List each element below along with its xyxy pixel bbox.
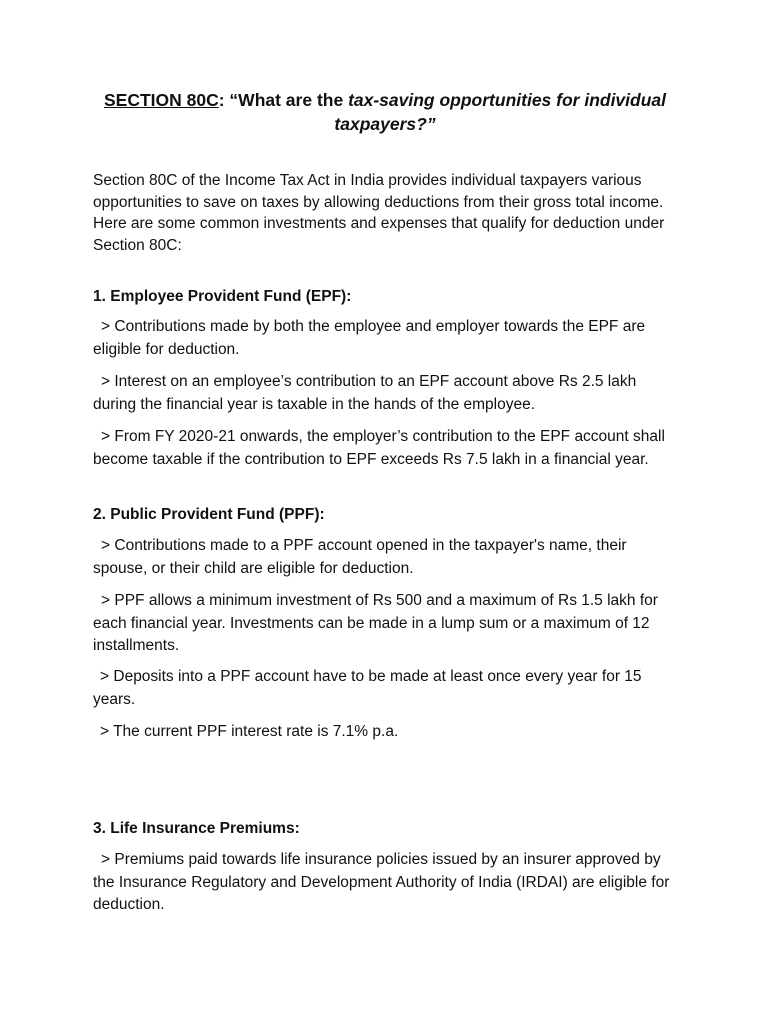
title-question-start: : “What are the	[218, 90, 349, 110]
bullet-marker: >	[101, 851, 111, 868]
intro-paragraph: Section 80C of the Income Tax Act in India provides individual taxpayers various opportunities to save on taxes by allowing deductions from their gross total income. Here are some common investments and expenses that qualify for deduction under Section 80C:	[93, 172, 665, 254]
bullet-ppf-3	[93, 666, 683, 711]
bullet-text: PPF allows a minimum investment of Rs 500 and a maximum of Rs 1.5 lakh for each financial year. Investments can be made in a lump sum or a maximum of 12 installments.	[93, 592, 658, 654]
bullet-text: Deposits into a PPF account have to be made at least once every year for 15 years.	[93, 668, 642, 708]
bullet-ppf-1	[93, 535, 683, 580]
bullet-text: Contributions made to a PPF account opened in the taxpayer's name, their spouse, or their child are eligible for deduction.	[93, 537, 627, 577]
bullet-text: From FY 2020-21 onwards, the employer’s contribution to the EPF account shall become taxable if the contribution to EPF exceeds Rs 7.5 lakh in a financial year.	[93, 428, 665, 468]
bullet-marker: >	[101, 537, 111, 554]
bullet-marker: >	[101, 428, 111, 445]
bullet-marker: >	[100, 668, 110, 685]
bullet-text: Premiums paid towards life insurance policies issued by an insurer approved by the Insurance Regulatory and Development Authority of India (IRDAI) are eligible for deduction.	[93, 851, 670, 913]
bullet-text: Interest on an employee’s contribution to an EPF account above Rs 2.5 lakh during the financial year is taxable in the hands of the employee.	[93, 373, 637, 413]
bullet-marker: >	[101, 592, 111, 609]
title-section-label: SECTION 80C	[103, 90, 219, 110]
section-heading-epf: 1. Employee Provident Fund (EPF):	[93, 288, 352, 305]
bullet-marker: >	[101, 373, 111, 390]
bullet-marker: >	[101, 318, 111, 335]
bullet-marker: >	[100, 723, 110, 740]
bullet-life-insurance-1	[93, 849, 683, 917]
bullet-ppf-2	[93, 590, 683, 658]
bullet-epf-2	[93, 371, 683, 416]
document-title	[60, 88, 710, 136]
bullet-text: Contributions made by both the employee and employer towards the EPF are eligible for deduction.	[93, 318, 646, 358]
bullet-epf-1	[93, 316, 683, 361]
bullet-epf-3	[93, 426, 683, 471]
bullet-text: The current PPF interest rate is 7.1% p.a.	[113, 723, 399, 740]
bullet-ppf-4	[93, 721, 683, 744]
title-question-italic: tax-saving opportunities for individual taxpayers?”	[334, 90, 667, 134]
section-heading-life-insurance: 3. Life Insurance Premiums:	[93, 820, 300, 837]
section-heading-ppf: 2. Public Provident Fund (PPF):	[93, 506, 325, 523]
